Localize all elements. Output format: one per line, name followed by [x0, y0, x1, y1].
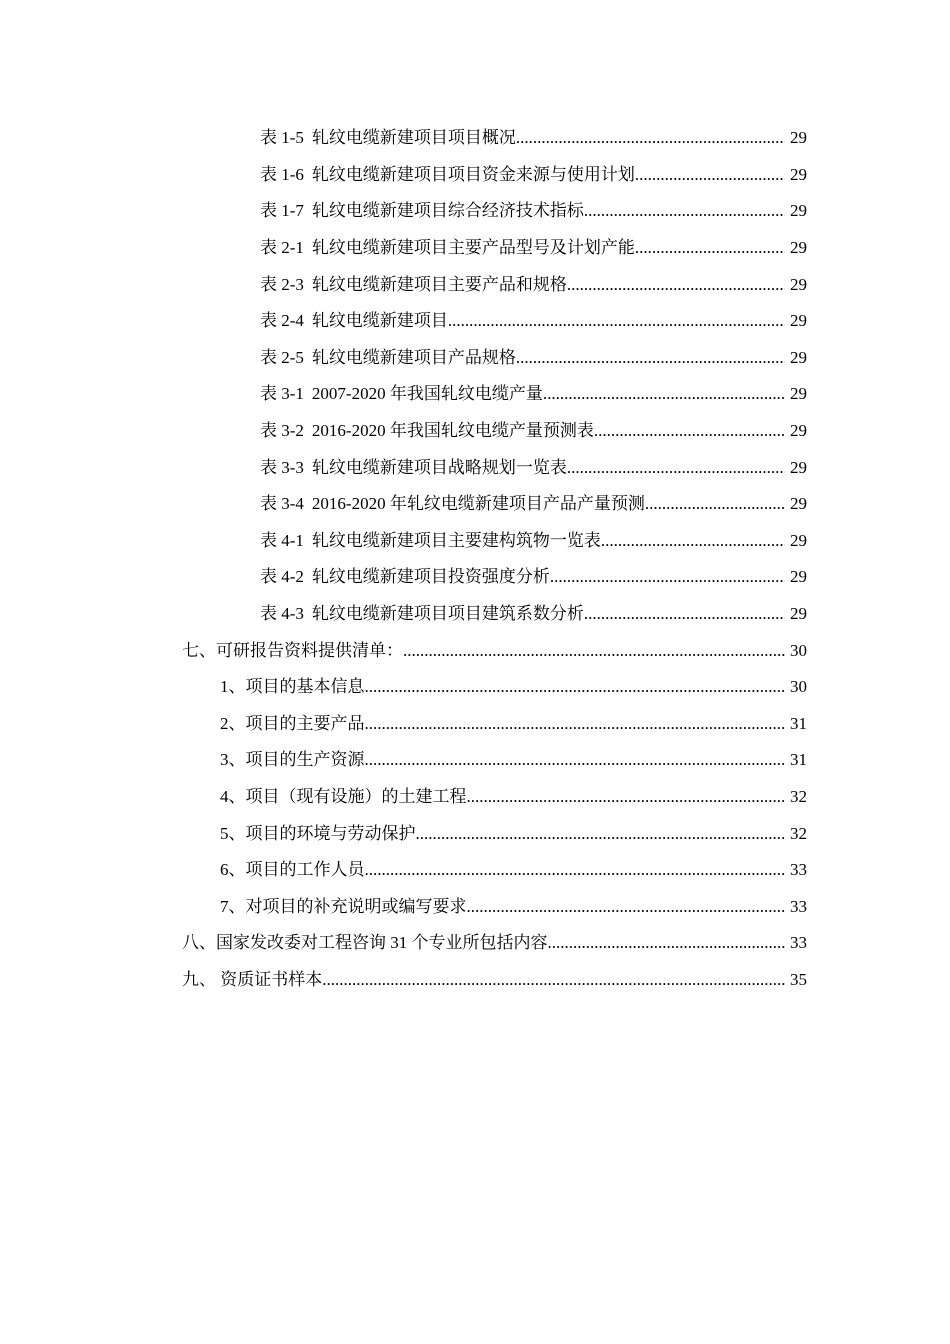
toc-entry-label: [182, 970, 322, 990]
dot-leader: [365, 677, 786, 697]
toc-entry-page-number: 29: [785, 201, 807, 221]
toc-entry-title: 轧纹电缆新建项目产品规格: [311, 347, 516, 367]
toc-entry-number: 表 4-2: [260, 567, 304, 587]
toc-entry[interactable]: [0, 340, 950, 377]
dot-leader: [365, 714, 786, 734]
toc-entry-number: 表 4-3: [260, 604, 304, 624]
toc-entry-label: [220, 860, 365, 880]
toc-entry[interactable]: [0, 303, 950, 340]
toc-entry-title: 轧纹电缆新建项目项目建筑系数分析: [311, 604, 584, 624]
toc-entry-title: 轧纹电缆新建项目项目概况: [311, 128, 516, 148]
toc-entry-number: 表 2-4: [260, 311, 304, 331]
toc-entry[interactable]: [0, 230, 950, 267]
dot-leader: [516, 128, 785, 148]
toc-entry-number: 表 2-1: [260, 238, 304, 258]
toc-entry-title: 2007-2020 年我国轧纹电缆产量: [311, 384, 543, 404]
toc-entry-label: [220, 677, 365, 697]
dot-leader: [322, 970, 785, 990]
dot-leader: [567, 275, 785, 295]
toc-entry-title: 2016-2020 年我国轧纹电缆产量预测表: [311, 421, 594, 441]
dot-leader: [635, 238, 785, 258]
toc-entry-label: [260, 128, 516, 148]
toc-entry-page-number: 32: [785, 787, 807, 807]
toc-entry-page-number: 29: [785, 567, 807, 587]
toc-entry-label: [260, 238, 635, 258]
dot-leader: [601, 531, 785, 551]
dot-leader: [584, 604, 785, 624]
toc-entry[interactable]: [0, 669, 950, 706]
toc-entry-number: 表 4-1: [260, 530, 304, 550]
toc-entry-page-number: 29: [785, 604, 807, 624]
toc-entry-label: [220, 824, 416, 844]
toc-entry[interactable]: [0, 486, 950, 523]
toc-entry[interactable]: [0, 413, 950, 450]
toc-entry-number: 表 3-4: [260, 494, 304, 514]
toc-entry[interactable]: [0, 815, 950, 852]
toc-entry[interactable]: [0, 852, 950, 889]
toc-entry-title: 轧纹电缆新建项目战略规划一览表: [311, 457, 567, 477]
toc-entry[interactable]: [0, 449, 950, 486]
toc-entry-label: [182, 641, 403, 661]
toc-entry-title: 轧纹电缆新建项目主要产品和规格: [311, 274, 567, 294]
toc-entry-label: [260, 421, 594, 441]
toc-entry-page-number: 29: [785, 421, 807, 441]
toc-entry-page-number: 29: [785, 238, 807, 258]
dot-leader: [594, 421, 785, 441]
toc-entry[interactable]: [0, 888, 950, 925]
dot-leader: [543, 384, 785, 404]
toc-entry-page-number: 29: [785, 348, 807, 368]
toc-entry-label: [260, 604, 584, 624]
toc-entry-title: 轧纹电缆新建项目主要产品型号及计划产能: [311, 238, 635, 258]
toc-entry-label: [260, 494, 645, 514]
toc-entry-title: 轧纹电缆新建项目项目资金来源与使用计划: [311, 164, 635, 184]
toc-entry-page-number: 29: [785, 458, 807, 478]
toc-entry-title: 4、项目（现有设施）的土建工程: [220, 786, 467, 806]
dot-leader: [403, 641, 785, 661]
toc-entry-title: 2、项目的主要产品: [220, 713, 365, 733]
toc-entry-page-number: 29: [785, 165, 807, 185]
toc-entry-label: [260, 201, 584, 221]
toc-entry-label: [260, 567, 550, 587]
toc-entry-page-number: 29: [785, 494, 807, 514]
table-of-contents: [0, 120, 950, 998]
dot-leader: [645, 494, 785, 514]
toc-entry-label: [220, 897, 467, 917]
toc-entry-title: 轧纹电缆新建项目主要建构筑物一览表: [311, 530, 601, 550]
dot-leader: [448, 311, 785, 331]
toc-entry-number: 表 2-3: [260, 274, 304, 294]
toc-entry[interactable]: [0, 706, 950, 743]
toc-entry-title: 八、国家发改委对工程咨询 31 个专业所包括内容: [182, 933, 548, 953]
toc-entry-page-number: 33: [785, 933, 807, 953]
dot-leader: [516, 348, 785, 368]
toc-entry-page-number: 30: [785, 677, 807, 697]
toc-entry-number: 表 3-1: [260, 384, 304, 404]
toc-entry-title: 七、可研报告资料提供清单：: [182, 640, 403, 660]
toc-entry-title: 6、项目的工作人员: [220, 860, 365, 880]
toc-entry-title: 轧纹电缆新建项目投资强度分析: [311, 567, 550, 587]
dot-leader: [365, 860, 786, 880]
toc-entry-number: 表 2-5: [260, 347, 304, 367]
toc-entry[interactable]: [0, 925, 950, 962]
dot-leader: [567, 458, 785, 478]
toc-entry-page-number: 33: [785, 860, 807, 880]
toc-entry-title: 3、项目的生产资源: [220, 750, 365, 770]
toc-entry-number: 表 1-6: [260, 164, 304, 184]
dot-leader: [635, 165, 785, 185]
toc-entry-page-number: 29: [785, 275, 807, 295]
dot-leader: [584, 201, 785, 221]
toc-entry[interactable]: [0, 962, 950, 999]
toc-entry-label: [220, 787, 467, 807]
dot-leader: [416, 824, 786, 844]
toc-entry[interactable]: [0, 523, 950, 560]
toc-entry-label: [260, 275, 567, 295]
toc-entry[interactable]: [0, 559, 950, 596]
dot-leader: [548, 933, 786, 953]
toc-entry-number: 表 1-7: [260, 201, 304, 221]
toc-entry-number: 表 1-5: [260, 128, 304, 148]
dot-leader: [467, 787, 786, 807]
toc-entry-label: [260, 531, 601, 551]
toc-entry-label: [220, 714, 365, 734]
toc-entry[interactable]: [0, 266, 950, 303]
toc-entry-number: 表 3-3: [260, 457, 304, 477]
toc-entry[interactable]: [0, 193, 950, 230]
toc-entry-page-number: 31: [785, 714, 807, 734]
toc-entry[interactable]: [0, 779, 950, 816]
toc-entry-page-number: 29: [785, 384, 807, 404]
toc-entry-label: [260, 311, 448, 331]
toc-entry-title: 1、项目的基本信息: [220, 677, 365, 697]
toc-entry-page-number: 32: [785, 824, 807, 844]
toc-entry-label: [182, 933, 548, 953]
toc-entry-page-number: 31: [785, 750, 807, 770]
toc-entry-label: [220, 750, 365, 770]
toc-entry[interactable]: [0, 157, 950, 194]
toc-entry-title: 轧纹电缆新建项目: [311, 311, 448, 331]
toc-entry-title: 5、项目的环境与劳动保护: [220, 823, 416, 843]
toc-entry-label: [260, 458, 567, 478]
toc-entry[interactable]: [0, 632, 950, 669]
toc-entry[interactable]: [0, 376, 950, 413]
toc-entry-page-number: 29: [785, 128, 807, 148]
dot-leader: [550, 567, 785, 587]
dot-leader: [365, 750, 786, 770]
toc-entry-label: [260, 165, 635, 185]
toc-entry-page-number: 29: [785, 311, 807, 331]
toc-entry-label: [260, 348, 516, 368]
toc-entry[interactable]: [0, 120, 950, 157]
toc-entry-page-number: 30: [785, 641, 807, 661]
toc-entry-page-number: 29: [785, 531, 807, 551]
toc-entry[interactable]: [0, 742, 950, 779]
toc-entry-title: 7、对项目的补充说明或编写要求: [220, 896, 467, 916]
toc-entry-title: 轧纹电缆新建项目综合经济技术指标: [311, 201, 584, 221]
toc-entry-number: 表 3-2: [260, 421, 304, 441]
toc-entry-title: 九、 资质证书样本: [182, 969, 323, 989]
toc-entry-page-number: 35: [785, 970, 807, 990]
toc-entry[interactable]: [0, 596, 950, 633]
dot-leader: [467, 897, 786, 917]
toc-entry-page-number: 33: [785, 897, 807, 917]
toc-entry-label: [260, 384, 543, 404]
toc-entry-title: 2016-2020 年轧纹电缆新建项目产品产量预测: [311, 494, 645, 514]
